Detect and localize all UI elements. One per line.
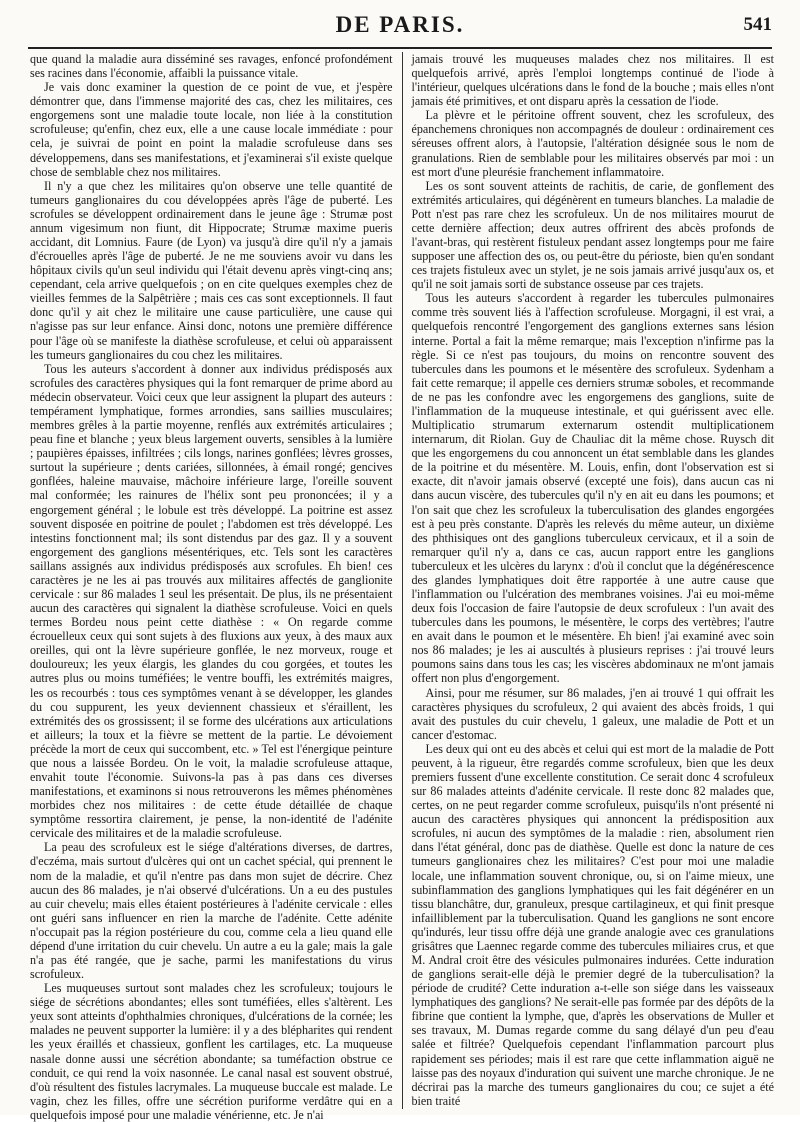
running-title: DE PARIS. [335, 12, 465, 37]
text-columns [30, 52, 774, 1122]
paragraph: que quand la maladie aura disséminé ses ravages, enfoncé profondément ses racines dans l'économie, affaibli la puissance vitale. [30, 52, 393, 81]
paragraph: Je vais donc examiner la question de ce point de vue, et j'espère démontrer que, dans l'immense majorité des cas, chez les militaires, ces engorgemens sont une maladie toute locale, non liée à la constitution scrofuleuse; qu'enfin, chez eux, elle a une cause locale immédiate : pour cela, je suivrai de point en point la maladie scrofuleuse dans ses développemens, dans ses manifestations, et j'examinerai s'il existe quelque chose de semblable chez nos militaires. [30, 80, 393, 179]
paragraph: Ainsi, pour me résumer, sur 86 malades, j'en ai trouvé 1 qui offrait les caractères physiques du scrofuleux, 2 qui avaient des abcès froids, 1 qui avait des pustules du cuir chevelu, 1 galeux, une maladie de Pott et un cancer d'estomac. [411, 685, 774, 742]
page-number: 541 [743, 14, 772, 35]
paragraph: jamais trouvé les muqueuses malades chez nos militaires. Il est quelquefois arrivé, après l'emploi longtemps continué de l'iode à l'intérieur, quelques ulcérations dans le fond de la bouche ; mais elles n'ont jamais été primitives, et ont disparu après la cessation de l'iode. [411, 52, 774, 109]
header-rule [28, 47, 772, 49]
paragraph: Tous les auteurs s'accordent à donner aux individus prédisposés aux scrofules des caractères physiques qui la font remarquer de prime abord au médecin observateur. Voici ceux que leur assignent la plupart des auteurs : tempérament lymphatique, formes arrondies, sans saillies musculaires; membres grêles à la partie moyenne, renflés aux extrémités articulaires ; peau fine et blanche ; yeux bleus largement ouverts, sensibles à la lumière ; paupières épaisses, infiltrées ; cils longs, narines gonflées; lèvres grosses, surtout la supérieure ; dents cariées, sillonnées, à émail rongé; gencives gonflées, haleine mauvaise, mâchoire inférieure large, l'oreille souvent mal conformée; les rainures de l'hélix sont peu prononcées; il y a engorgement général ; le lobule est très développé. La poitrine est assez souvent disposée en poitrine de poulet ; l'abdomen est très développé. Les intestins fonctionnent mal; ils sont distendus par des gaz. Il y a souvent engorgement des ganglions mésentériques, etc. Tels sont les caractères saillans assignés aux individus prédisposés aux scrofules. Eh bien! ces caractères je ne les ai pas trouvés aux militaires affectés de ganglionite cervicale : sur 86 malades 1 seul les présentait. De plus, ils ne présentaient aucun des caractères qui signalent la diathèse scrofuleuse. Voici en quels termes Bordeu nous peint cette diathèse : « On regarde comme écrouelleux ceux qui sont sujets à des fluxions aux yeux, à des maux aux oreilles, qui ont la lèvre supérieure gonflée, le nez morveux, rouge et douloureux; les yeux élargis, les glandes du cou gorgées, et toutes les autres plus ou moins tuméfiées; le ventre bouffi, les extrémités maigres, les os recourbés : tous ces symptômes venant à se développer, les glandes du cou suppurent, les yeux deviennent chassieux et s'éraillent, les extrémités des os grossissent; il se forme des ulcérations aux articulations et ailleurs; la toux et la fièvre se mettent de la partie. Le dévoiement précède la mort de ceux qui succombent, etc. » Tel est l'énergique peinture que nous a laissée Bordeu. On le voit, la maladie scrofuleuse attaque, envahit toute l'économie. Suivons-la pas à pas dans ces diverses manifestations, et examinons si nous retrouverons les mêmes phénomènes morbides chez nos militaires : de cette étude détaillée de chaque symptôme ressortira clairement, je pense, la non-identité de l'adénite cervicale des militaires et de la maladie scrofuleuse. [30, 361, 393, 841]
paragraph: Il n'y a que chez les militaires qu'on observe une telle quantité de tumeurs ganglionaires du cou développées après l'âge de puberté. Les scrofules se développent ordinairement dans le jeune âge : Strumæ post annum vigesimum non fiunt, dit Hippocrate; Strumæ maxime pueris accidant, dit Lomnius. Faure (de Lyon) va jusqu'à dire qu'il n'y a jamais d'écrouelles après l'âge de puberté. Je ne me souviens avoir vu dans les hôpitaux civils qu'un seul individu qui l'était devenu après vingt-cinq ans; cependant, cela arrive quelquefois ; on en cite quelques exemples chez de vieilles femmes de la Salpêtrière ; mais ces cas sont exceptionnels. Il faut donc qu'il y ait chez le militaire une cause particulière, une cause qui n'agisse pas sur leur enfance. Ainsi donc, notons une première différence pour l'âge où se manifeste la diathèse scrofuleuse, et celui où apparaissent les tumeurs ganglionaires du cou chez les militaires. [30, 178, 393, 362]
paragraph: Les os sont souvent atteints de rachitis, de carie, de gonflement des extrémités articulaires, qui dégénèrent en tumeurs blanches. La maladie de Pott n'est pas rare chez les scrofuleux. Un de nos militaires mourut de cette dernière affection; deux autres offrirent des abcès profonds de l'avant-bras, qui restèrent fistuleux pendant assez longtemps pour me faire supposer une affection des os, ou peut-être du périoste, bien qu'en sondant ces trajets fistuleux avec un stylet, je ne sois jamais arrivé jusqu'aux os, et qu'il ne soit jamais sorti de substance osseuse par ces trajets. [411, 178, 774, 292]
paragraph: La peau des scrofuleux est le siége d'altérations diverses, de dartres, d'eczéma, mais surtout d'ulcères qui ont un cachet spécial, qui prennent le nom de la maladie, et qu'il n'entre pas dans mon sujet de décrire. Chez aucun des 86 malades, je n'ai observé d'ulcérations. Un a eu des pustules au cuir chevelu; mais elles étaient postérieures à l'adénite cervicale : elles ont guéri sans influencer en rien la marche de l'adénite. Cette adénite n'occupait pas la région postérieure du cou, comme cela a lieu quand elle dépend d'une irritation du cuir chevelu. Un autre a eu la gale; mais la gale n'a pas été rangée, que je sache, parmi les manifestations du virus scrofuleux. [30, 840, 393, 982]
paragraph: Tous les auteurs s'accordent à regarder les tubercules pulmonaires comme très souvent liés à l'affection scrofuleuse. Morgagni, il est vrai, a quelquefois rencontré l'engorgement des ganglions externes sans lésion interne. Portal a fait la même remarque; mais l'exception n'infirme pas la règle. Si ce n'est pas toujours, du moins on rencontre souvent des tubercules dans les poumons et le mésentère des scrofuleux. Sydenham a fait cette remarque; il appelle ces derniers strumæ soboles, et recommande de ne pas les confondre avec les engorgemens des ganglions, suite de l'inflammation de la muqueuse intestinale, et qui guérissent avec elle. Multiplicatio strumarum externarum ostendit multiplicationem internarum, dit Riolan. Guy de Chauliac dit la même chose. Ruysch dit que les engorgemens du cou annoncent un état semblable dans les glandes de la poitrine et du mésentère. M. Louis, enfin, dont l'observation est si exacte, dit n'avoir jamais observé (excepté une fois), dans aucun cas ni dans aucun viscère, des tubercules qu'il n'y en ait eu dans les poumons; et l'on sait que chez les scrofuleux la tuberculisation des glandes engorgées est à peu près constante. D'après les relevés du même auteur, un dixième des phthisiques ont des ganglions tuberculeux cervicaux, et il a soin de remarquer qu'il n'y a, dans ce cas, aucun rapport entre les ganglions tuberculeux et les ulcères du larynx : d'où il conclut que la dégénérescence des glandes lymphatiques doit être rapportée à une autre cause que l'inflammation ou l'ulcération des membranes voisines. J'ai eu moi-même deux fois l'occasion de faire l'autopsie de deux scrofuleux : l'un avait des tubercules dans les poumons, le mésentère, le corps des vertèbres; l'autre en avait dans le poumon et le mésentère. Eh bien! j'ai examiné avec soin nos 86 malades; je les ai auscultés à plusieurs reprises : j'ai trouvé leurs poumons sains dans tous les cas; les viscères abdominaux ne m'ont jamais offert non plus d'engorgement. [411, 291, 774, 686]
right-column [403, 52, 775, 1109]
page-header [28, 10, 772, 44]
paragraph: La plèvre et le péritoine offrent souvent, chez les scrofuleux, des épanchemens chroniques non accompagnés de douleur : ordinairement ces séreuses offrent alors, à l'autopsie, l'altération désignée sous le nom de granulations. Rien de semblable pour les militaires observés par moi : un est mort d'une pleurésie franchement inflammatoire. [411, 108, 774, 179]
paragraph: Les deux qui ont eu des abcès et celui qui est mort de la maladie de Pott peuvent, à la rigueur, être regardés comme scrofuleux, bien que les deux premiers fussent d'une excellente constitution. Ce serait donc 4 scrofuleux sur 86 malades atteints d'adénite cervicale. Il reste donc 82 malades que, certes, on ne peut regarder comme scrofuleux, puisqu'ils n'ont présenté ni aucun des caractères physiques qui annoncent la prédisposition aux scrofules, ni aucun des symptômes de la maladie : rien, absolument rien dans l'état général, donc pas de diathèse. Quelle est donc la nature de ces tumeurs ganglionaires chez les militaires? C'est pour moi une maladie locale, une inflammation souvent chronique, ou, si on l'aime mieux, une subinflammation des ganglions lymphatiques qui les fait dégénérer en un tissu blanchâtre, dur, granuleux, presque cartilagineux, et qui finit presque infailliblement par la tuberculisation. Quand les ganglions ne sont encore qu'indurés, leur tissu offre déjà une grande analogie avec ces granulations grisâtres que Laennec regarde comme des tubercules miliaires crus, et que M. Andral croit être des vésicules pulmonaires indurées. Cette induration de ganglions serait-elle déjà le premier degré de la tuberculisation? la période de crudité? Cette induration a-t-elle son siége dans les vaisseaux lymphatiques des ganglions? Ne serait-elle pas formée par des dépôts de la fibrine que contient la lymphe, que, d'après les observations de Muller et ses travaux, M. Dumas regarde comme du sang délayé d'un peu d'eau salée et filtrée? Quelquefois cependant l'inflammation parcourt plus rapidement ses périodes; mais il est rare que cette inflammation aiguë ne laisse pas des noyaux d'induration qui suivent une marche chronique. Je ne décrirai pas la marche des tumeurs ganglionaires du cou; ce sujet a été bien traité [411, 741, 774, 1108]
paragraph: Les muqueuses surtout sont malades chez les scrofuleux; toujours le siége de sécrétions abondantes; elles sont tuméfiées, elles s'altèrent. Les yeux sont atteints d'ophthalmies chroniques, d'ulcérations de la cornée; les malades ne peuvent supporter la lumière: il y a des blépharites qui rendent les yeux éraillés et chassieux, gonflent les cartilages, etc. La muqueuse nasale donne aussi une sécrétion abondante; sa tuméfaction obstrue ce conduit, ce qui rend la voix nasonnée. Le canal nasal est souvent obstrué, d'où résultent des fistules lacrymales. La muqueuse buccale est malade. Le vagin, chez les filles, offre une sécrétion puriforme verdâtre qui en a quelquefois imposé pour une maladie vénérienne, etc. Je n'ai [30, 981, 393, 1122]
left-column [30, 52, 402, 1122]
